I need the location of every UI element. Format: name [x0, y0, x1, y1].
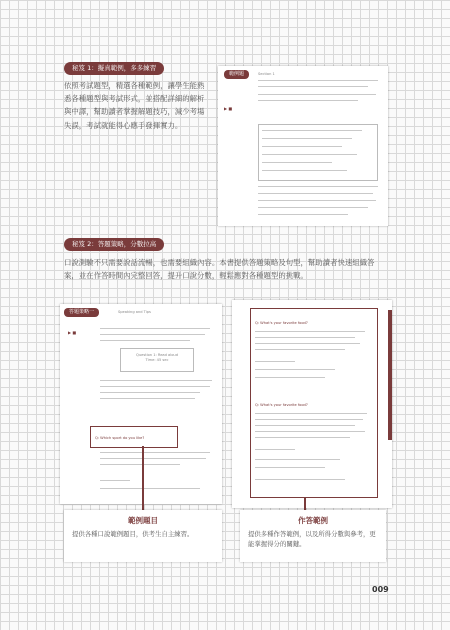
callout-right-desc: 提供多種作答範例，以及所得分數與參考，更能掌握得分的關鍵。	[248, 530, 376, 548]
side-tab	[388, 310, 392, 440]
answer-sample-card	[232, 300, 392, 508]
callout-sample-questions	[64, 510, 222, 562]
section1-body: 依照考試題型，精選各種範例，讓學生能熟悉各種題型與考試形式，並搭配詳細的解析與中譯，幫助讀者掌握解題技巧，減少考場失誤，考試就能得心應手發揮實力。	[64, 81, 205, 130]
right-connector	[304, 497, 306, 511]
callout-left-desc: 提供各種口說範例題目，供考生自主練習。	[72, 530, 194, 538]
section1-sample-card: 範例題 Section 1 ▶ ■	[218, 66, 388, 226]
callout-sample-answers	[240, 510, 386, 562]
section2-label: 秘笈 2：答題策略，分數拉高	[64, 238, 164, 251]
answer-highlight-box: Q: What's your favorite food? Q: What's your favorite food?	[250, 308, 378, 498]
section1-card-tag: 範例題	[224, 70, 249, 79]
strategy-question-box: Question 1: Read aloud Time: 45 sec	[120, 348, 194, 372]
left-connector	[142, 446, 144, 510]
callout-left-title: 範例題目	[128, 516, 158, 525]
section2-body: 口說測驗不只需要說話流暢，也需要組織內容。本書提供答題策略及句型，幫助讀者快速組織答案，並在作答時間內完整回答，提升口說分數，輕鬆應對各種題型的挑戰。	[64, 258, 375, 281]
section1-label: 秘笈 1：擬真範例，多多練習	[64, 62, 164, 75]
section1-inner-box	[258, 124, 378, 181]
strategy-highlight-box: Q: Which sport do you like?	[90, 426, 178, 448]
strategy-card-tag: 答題策略一	[64, 308, 99, 317]
strategy-card-heading: Speaking and Tips	[118, 310, 151, 314]
page-number: 009	[372, 585, 389, 594]
strategy-sample-card: 答題策略一 Speaking and Tips ▶ ■ Question 1: Read aloud Time: 45 sec Q: Which sport do you like?	[60, 304, 222, 504]
callout-right-title: 作答範例	[298, 516, 328, 525]
section1-card-heading: Section 1	[258, 72, 275, 76]
